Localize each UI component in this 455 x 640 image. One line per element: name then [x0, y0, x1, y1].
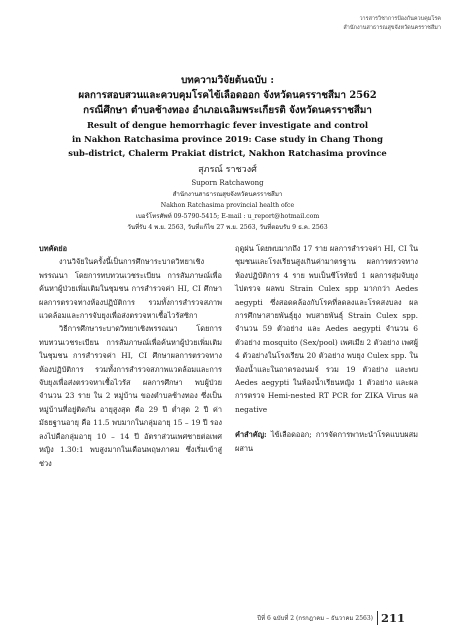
keywords-text: ไข้เลือดออก; การจัดการพาหะนำโรคแบบผสมผสาน — [235, 430, 418, 453]
contact-info: เบอร์โทรศัพท์ 09-5790-5415; E-mail : u_report@hotmail.com — [135, 213, 320, 220]
page-number: 211 — [377, 611, 405, 625]
journal-header-line2: สำนักงานสาธารณสุขจังหวัดนครราชสีมา — [343, 25, 441, 31]
title-english-line1: Result of dengue hemorrhagic fever investigate and control — [86, 120, 369, 130]
volume-info: ปีที่ 6 ฉบับที่ 2 (กรกฎาคม – ธันวาคม 2563) — [257, 615, 373, 622]
keywords-label: คำสำคัญ: — [235, 430, 267, 440]
journal-header — [343, 15, 441, 33]
left-column — [39, 242, 222, 470]
submission-dates: วันที่รับ 4 พ.ย. 2563, วันที่แก้ไข 27 พ.ย. 2563, วันที่ตอบรับ 9 ธ.ค. 2563 — [127, 224, 328, 231]
abstract-heading: บทคัดย่อ — [39, 244, 68, 253]
author-name-english: Suporn Ratchawong — [191, 179, 264, 187]
journal-header-line1: วารสารวิชาการป้องกันควบคุมโรค — [359, 16, 441, 22]
abstract-paragraph-2: วิธีการศึกษาระบาดวิทยาเชิงพรรณนา โดยการทบทวนเวชระเบียน การสัมภาษณ์เพื่อค้นหาผู้ป่วยเพิ่มเติมในชุมชน การสำรวจค่า HI, CI ศึกษาผลการตรวจทางห้องปฏิบัติการ รวมทั้งการสำรวจสภาพแวดล้อมและการจับยุงเพื่อส่งตรวจหาเชื้อไวรัส ผลการศึกษา พบผู้ป่วยจำนวน 23 ราย ใน 2 หมู่บ้าน ของตำบลช้างทอง ซึ่งเป็นหมู่บ้านที่อยู่ติดกัน อายุสูงสุด คือ 29 ปี ต่ำสุด 2 ปี ค่ามัธยฐานอายุ คือ 11.5 พบมากในกลุ่มอายุ 15 – 19 ปี รองลงไปคือกลุ่มอายุ 10 – 14 ปี อัตราส่วนเพศชายต่อเพศหญิง 1.30:1 พบสูงมากในเดือนพฤษภาคม ซึ่งเริ่มเข้าสู่ช่วง — [39, 324, 222, 468]
abstract-paragraph-1: งานวิจัยในครั้งนี้เป็นการศึกษาระบาดวิทยาเชิงพรรณนา โดยการทบทวนเวชระเบียน การสัมภาษณ์เพื่อค้นหาผู้ป่วยเพิ่มเติมในชุมชน การสำรวจค่า HI, CI ศึกษาผลการตรวจทางห้องปฏิบัติการ รวมทั้งการสำรวจสภาพแวดล้อมและการจับยุงเพื่อส่งตรวจหาเชื้อไวรัสซิกา — [39, 257, 222, 321]
title-thai-line2: กรณีศึกษา ตำบลช้างทอง อำเภอเฉลิมพระเกียรติ จังหวัดนครราชสีมา — [83, 105, 372, 116]
author-block — [20, 163, 435, 233]
affiliation-thai: สำนักงานสาธารณสุขจังหวัดนครราชสีมา — [172, 191, 283, 198]
keywords — [235, 428, 418, 455]
author-name-thai: สุภรณ์ ราชวงศ์ — [198, 165, 257, 175]
title-block — [20, 73, 435, 160]
right-column — [235, 242, 418, 455]
abstract-paragraph-3: ฤดูฝน โดยพบมากถึง 17 ราย ผลการสำรวจค่า HI, CI ในชุมชนและโรงเรียนสูงเกินค่ามาตรฐาน ผลการตรวจทางห้องปฏิบัติการ 4 ราย พบเป็นซีโรทัยป์ 1 ผลการสุ่มจับยุงไปตรวจ ผลพบ Strain Culex spp มากกว่า Aedes aegypti ซึ่งสอดคล้องกับโรคที่ลดลงและโรคสงบลง ผลการศึกษาสายพันธุ์ยุง พบสายพันธุ์ Strain Culex spp. จำนวน 59 ตัวอย่าง และ Aedes aegypti จำนวน 6 ตัวอย่าง mosquito (Sex/pool) เพศเมีย 2 ตัวอย่าง เพศผู้ 4 ตัวอย่างในโรงเรียน 20 ตัวอย่าง พบยุง Culex spp. ในห้องน้ำและในถาดรองนมจ์ รวม 19 ตัวอย่าง และพบ Aedes aegypti ในห้องน้ำเรียนหญิง 1 ตัวอย่าง และผลการตรวจ Hemi-nested RT PCR for ZIKA Virus ผล negative — [235, 244, 418, 414]
article-type: บทความวิจัยต้นฉบับ : — [181, 75, 274, 86]
page-footer — [257, 611, 405, 625]
title-english-line3: sub-district, Chalerm Prakiat district, Nakhon Ratchasima province — [68, 148, 387, 158]
title-english-line2: in Nakhon Ratchasima province 2019: Case study in Chang Thong — [71, 134, 383, 144]
affiliation-english: Nakhon Ratchasima provincial health ofce — [160, 202, 295, 209]
title-thai-line1: ผลการสอบสวนและควบคุมโรคไข้เลือดออก จังหวัดนครราชสีมา 2562 — [78, 90, 377, 101]
